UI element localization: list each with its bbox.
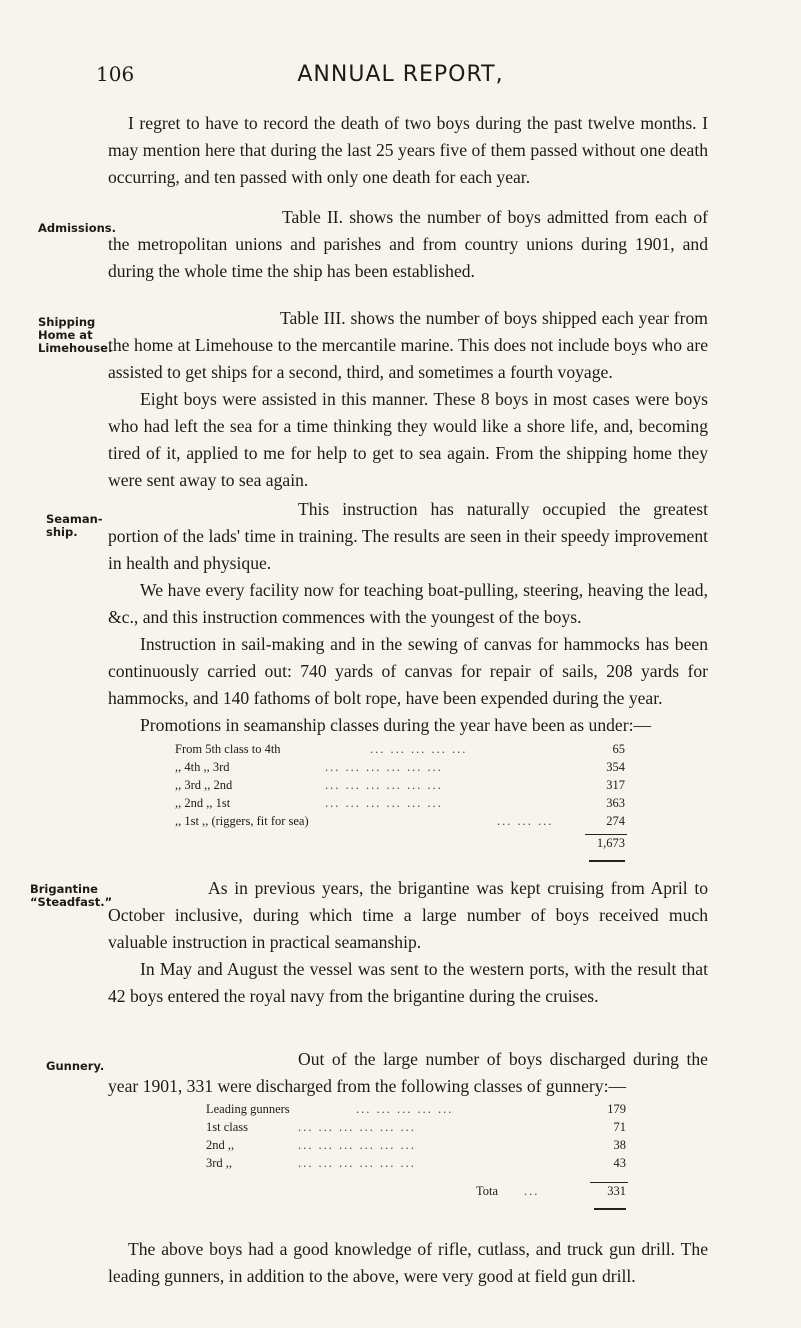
row-label: ,, 4th ,, 3rd: [175, 760, 230, 774]
leader-dots: ... ... ... ... ... ...: [325, 796, 443, 810]
admissions-paragraph: Table II. shows the number of boys admitted from each of the metropolitan unions and parishes and from country unions during 1901, and during the whole time the ship has been established.: [108, 207, 708, 281]
shipping-paragraph: Table III. shows the number of boys shipped each year from the home at Limehouse to the mercantile marine. This does not include boys who are assisted to get ships for a second, third, and sometimes a fourth voyage.: [108, 308, 708, 382]
seamanship-paragraph: This instruction has naturally occupied the greatest portion of the lads' time in training. The results are seen in their speedy improvement in health and physique.: [108, 499, 708, 573]
row-label: ,, 3rd ,, 2nd: [175, 778, 233, 792]
brigantine-paragraph: As in previous years, the brigantine was kept cruising from April to October inclusive, during which time a large number of boys received much valuable instruction in practical seamanship.: [108, 878, 708, 952]
leader-dots: ... ... ... ... ... ...: [298, 1156, 416, 1170]
total-row: [206, 1184, 626, 1202]
gunnery-side-heading: Gunnery.: [46, 1059, 105, 1073]
gunnery-double-rule: [594, 1208, 626, 1210]
promotions-total: 1,673: [596, 836, 625, 850]
row-label: ,, 1st ,, (riggers, fit for sea): [175, 814, 309, 828]
table-row: [206, 1138, 626, 1156]
table-row: [206, 1102, 626, 1120]
brigantine-paragraph-2: In May and August the vessel was sent to the western ports, with the result that 42 boys entered the royal navy from the brigantine during the cruises.: [108, 959, 708, 1006]
row-label: 3rd ,,: [206, 1156, 233, 1170]
seamanship-paragraph-4: Promotions in seamanship classes during the year have been as under:—: [140, 715, 652, 735]
leader-dots: ... ... ... ... ... ...: [325, 760, 443, 774]
table-row: [175, 760, 625, 778]
row-value: 71: [613, 1120, 626, 1134]
seamanship-heading-line-2: ship.: [46, 525, 78, 539]
running-title: ANNUAL REPORT,: [297, 62, 504, 87]
leader-dots: ... ... ... ... ...: [356, 1102, 454, 1116]
row-value: 43: [613, 1156, 626, 1170]
row-value: 38: [613, 1138, 626, 1152]
leader-dots: ... ... ... ... ... ...: [298, 1120, 416, 1134]
table-row: [175, 742, 625, 760]
gunnery-total-rule: [590, 1182, 628, 1183]
total-label: Tota: [476, 1184, 499, 1198]
row-label: ,, 2nd ,, 1st: [175, 796, 231, 810]
gunnery-paragraph: Out of the large number of boys discharged during the year 1901, 331 were discharged from the following classes of gunnery:—: [108, 1049, 708, 1096]
row-label: 1st class: [206, 1120, 249, 1134]
total-row: [175, 836, 625, 854]
row-value: 274: [606, 814, 625, 828]
shipping-heading-line-1: Shipping: [38, 315, 96, 329]
row-value: 179: [607, 1102, 626, 1116]
shipping-heading-line-2: Home at: [38, 328, 93, 342]
shipping-side-heading: [38, 316, 112, 355]
page-header: [0, 62, 801, 92]
leader-dots: ... ... ... ... ... ...: [298, 1138, 416, 1152]
brigantine-heading-line-1: Brigantine: [30, 882, 98, 896]
intro-paragraph: I regret to have to record the death of two boys during the past twelve months. I may mention here that during the last 25 years five of them passed without one death occurring, and ten passed with only one death for each year.: [108, 113, 708, 187]
row-value: 354: [606, 760, 625, 774]
row-value: 65: [612, 742, 625, 756]
leader-dots: ... ... ... ... ...: [370, 742, 468, 756]
seamanship-paragraph-3: Instruction in sail-making and in the sewing of canvas for hammocks has been continuously carried out: 740 yards of canvas for repair of sails, 208 yards for hammocks, and 140 fathoms of bolt rope, have been expended during the year.: [108, 634, 708, 708]
leader-dots: ... ... ...: [497, 814, 554, 828]
shipping-heading-line-3: Limehouse.: [38, 341, 113, 355]
table-row: [206, 1120, 626, 1138]
admissions-side-heading: Admissions.: [38, 221, 116, 235]
total-double-rule: [589, 860, 625, 862]
table-row: [175, 814, 625, 832]
promotions-table: [175, 742, 625, 854]
brigantine-side-heading: [30, 883, 112, 909]
brigantine-heading-line-2: “Steadfast.”: [30, 895, 113, 909]
row-label: From 5th class to 4th: [175, 742, 281, 756]
row-value: 317: [606, 778, 625, 792]
row-label: Leading gunners: [206, 1102, 290, 1116]
seamanship-paragraph-2: We have every facility now for teaching boat-pulling, steering, heaving the lead, &c., and this instruction commences with the youngest of the boys.: [108, 580, 708, 627]
seamanship-heading-line-1: Seaman-: [46, 512, 103, 526]
leader-dots: ...: [524, 1184, 540, 1198]
total-rule: [585, 834, 627, 835]
table-row: [175, 796, 625, 814]
row-value: 363: [606, 796, 625, 810]
leader-dots: ... ... ... ... ... ...: [325, 778, 443, 792]
page-number: 106: [96, 62, 135, 86]
seamanship-side-heading: [46, 513, 103, 539]
gunnery-total: 331: [607, 1184, 626, 1198]
table-row: [206, 1156, 626, 1174]
table-row: [175, 778, 625, 796]
gunnery-closing-paragraph: The above boys had a good knowledge of rifle, cutlass, and truck gun drill. The leading gunners, in addition to the above, were very good at field gun drill.: [108, 1239, 708, 1286]
gunnery-table: [206, 1102, 626, 1202]
row-label: 2nd ,,: [206, 1138, 235, 1152]
shipping-paragraph-2: Eight boys were assisted in this manner. These 8 boys in most cases were boys who had left the sea for a time thinking they would like a shore life, and, becoming tired of it, applied to me for help to get to sea again. From the shipping home they were sent away to sea again.: [108, 389, 708, 490]
